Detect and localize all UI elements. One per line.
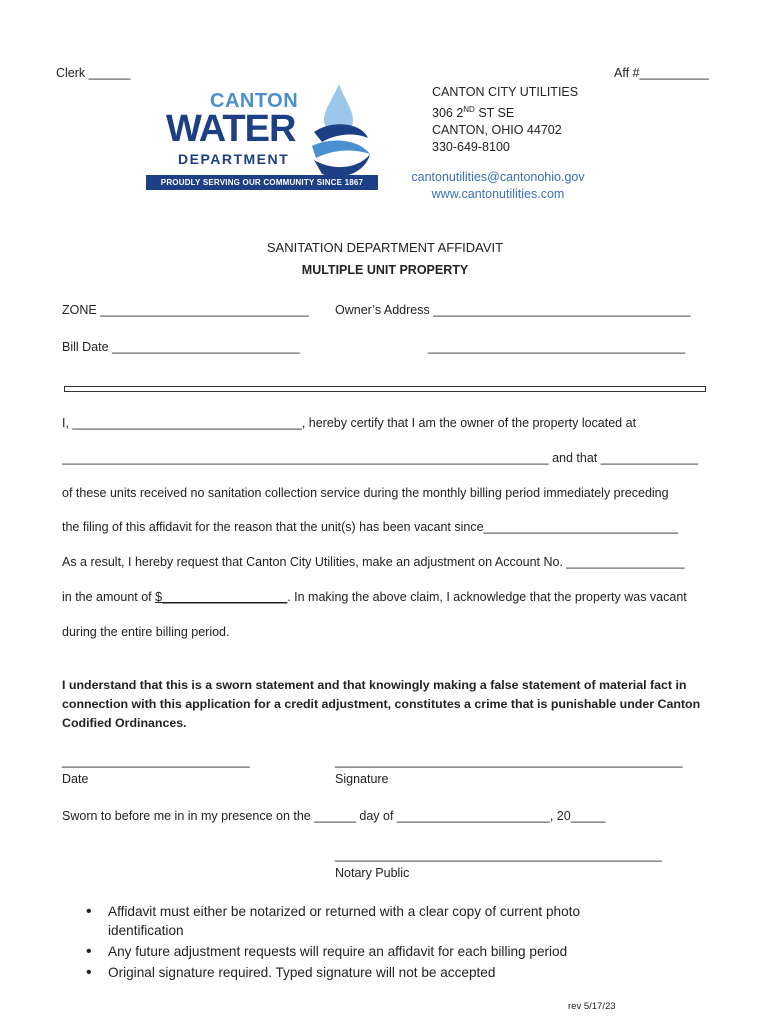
notary-label: Notary Public bbox=[335, 866, 410, 880]
website-link[interactable]: www.cantonutilities.com bbox=[431, 187, 565, 201]
units-line: of these units received no sanitation collection service during the monthly billing period immediately preceding bbox=[62, 486, 669, 500]
owner-address-line2: _____________________________________ bbox=[428, 340, 686, 354]
phone-number: 330-649-8100 bbox=[432, 140, 510, 155]
date-label: Date bbox=[62, 772, 89, 786]
utility-name: CANTON CITY UTILITIES bbox=[432, 85, 579, 99]
street-address: 306 2ND ST SE bbox=[432, 105, 515, 121]
account-number-line: As a result, I hereby request that Canton City Utilities, make an adjustment on Account No. _________________ bbox=[62, 555, 685, 569]
notes-list bbox=[84, 902, 628, 984]
billing-period-line: during the entire billing period. bbox=[62, 625, 230, 639]
signature-line: __________________________________________________ bbox=[335, 754, 683, 768]
list-item: • Original signature required. Typed signature will not be accepted bbox=[84, 963, 628, 982]
utility-address bbox=[432, 84, 578, 156]
amount-field: $__________________ bbox=[155, 590, 288, 604]
revision-date: rev 5/17/23 bbox=[568, 1001, 616, 1012]
logo-text-canton: CANTON bbox=[210, 90, 299, 112]
divider-bar bbox=[64, 386, 706, 392]
amount-line: in the amount of $__________________. In making the above claim, I acknowledge that the property was vacant bbox=[62, 590, 687, 604]
signature-label: Signature bbox=[335, 772, 389, 786]
aff-number-field: Aff #__________ bbox=[614, 66, 710, 80]
logo-text-water: WATER bbox=[166, 108, 296, 150]
list-item: • Affidavit must either be notarized or returned with a clear copy of current photo identification bbox=[84, 902, 628, 940]
canton-water-logo bbox=[146, 80, 378, 194]
logo-text-department: DEPARTMENT bbox=[178, 151, 290, 167]
sworn-statement-warning: I understand that this is a sworn statement and that knowingly making a false statement of material fact in connection with this application for a credit adjustment, constitutes a crime that is punishable under Canton Codified Ordinances. bbox=[62, 678, 701, 730]
bill-date-field: Bill Date ___________________________ bbox=[62, 340, 300, 354]
vacant-since-line: the filing of this affidavit for the reason that the unit(s) has been vacant since____________________________ bbox=[62, 520, 679, 534]
property-location-line: ______________________________________________________________________ and that ______________ bbox=[62, 451, 699, 465]
notary-line: _______________________________________________ bbox=[335, 848, 662, 862]
city-state-zip: CANTON, OHIO 44702 bbox=[432, 123, 562, 138]
clerk-field: Clerk ______ bbox=[56, 66, 131, 80]
zone-field: ZONE ______________________________ bbox=[62, 303, 309, 317]
certify-line: I, _________________________________, hereby certify that I am the owner of the property located at bbox=[62, 416, 637, 430]
form-subtitle: MULTIPLE UNIT PROPERTY bbox=[301, 263, 469, 277]
owner-address-field: Owner’s Address _____________________________________ bbox=[335, 303, 691, 317]
logo-banner: PROUDLY SERVING OUR COMMUNITY SINCE 1867 bbox=[146, 175, 378, 190]
form-title: SANITATION DEPARTMENT AFFIDAVIT bbox=[266, 240, 504, 255]
list-item: • Any future adjustment requests will require an affidavit for each billing period bbox=[84, 942, 628, 961]
date-line: ___________________________ bbox=[62, 754, 250, 768]
email-link[interactable]: cantonutilities@cantonohio.gov bbox=[411, 170, 585, 184]
sworn-line: Sworn to before me in in my presence on the ______ day of ______________________, 20_____ bbox=[62, 809, 606, 823]
